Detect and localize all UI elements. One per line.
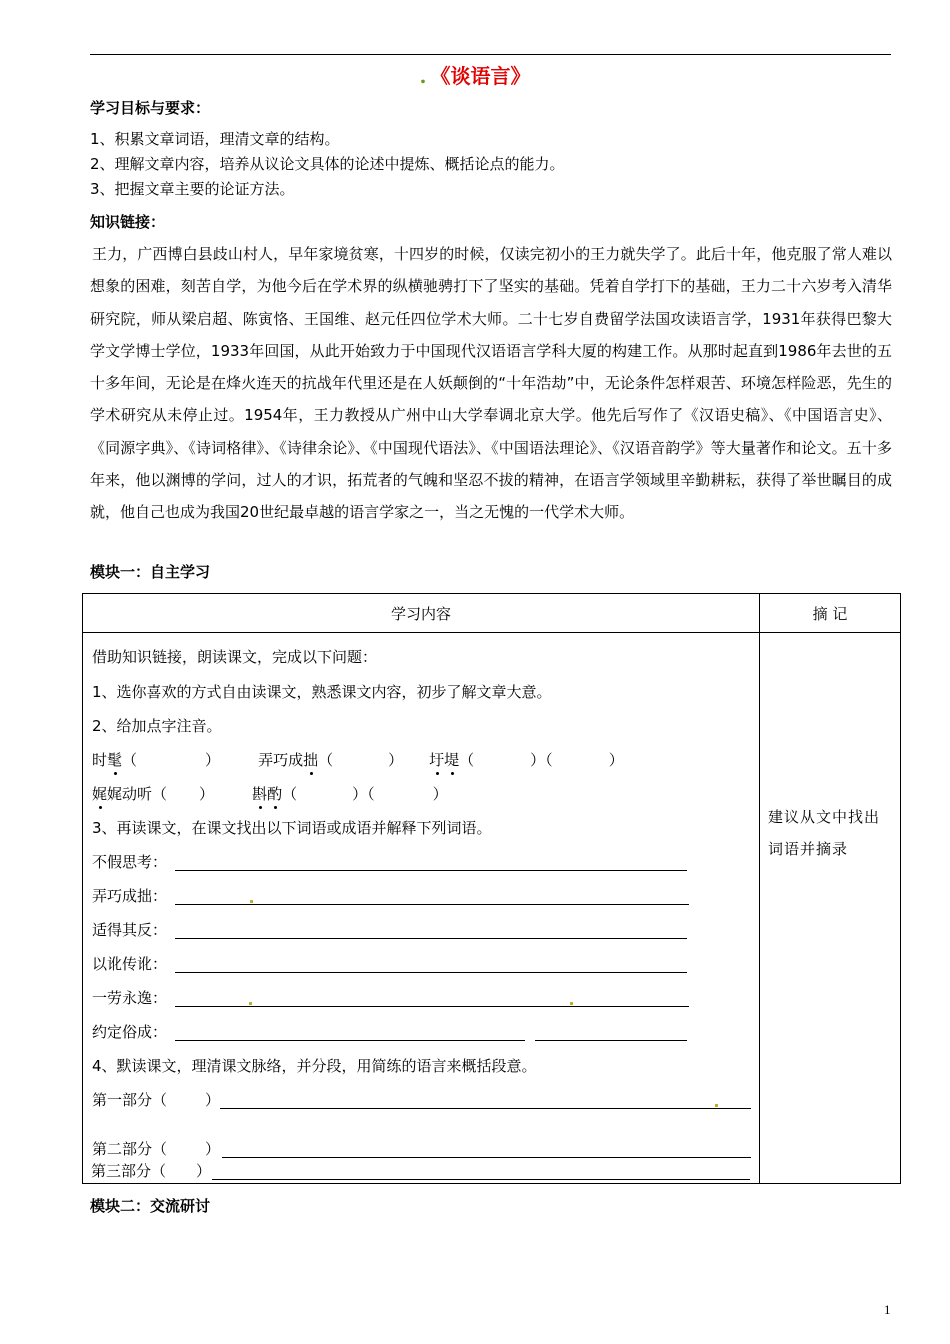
paren-close: ）（: [352, 785, 375, 803]
title-dot: .: [419, 64, 427, 88]
paren-close: ）: [196, 1162, 212, 1180]
paren-close: ）: [388, 751, 404, 769]
dotted-char: 斟: [252, 785, 268, 803]
content-cell: [83, 633, 760, 1184]
answer-line[interactable]: [222, 1157, 751, 1158]
pinyin-row-2: [92, 783, 448, 804]
word-text: 弄巧成: [258, 751, 304, 769]
paren-open: （: [318, 751, 334, 769]
paren-close: ）（: [530, 751, 553, 769]
dotted-char: 拙: [303, 751, 319, 769]
paren-close: ）: [205, 1091, 221, 1109]
dotted-char: 圩: [429, 751, 445, 769]
answer-line[interactable]: [175, 938, 687, 939]
term-label: 不假思考：: [92, 853, 168, 871]
part-text: 第三部分（: [91, 1162, 167, 1180]
knowledge-paragraph: 王力，广西博白县歧山村人，早年家境贫寒，十四岁的时候，仅读完初小的王力就失学了。此后十年，他克服了常人难以想象的困难，刻苦自学，为他今后在学术界的纵横驰骋打下了坚实的基础。凭着自学打下的基础，王力二十六岁考入清华研究院，师从梁启超、陈寅恪、王国维、赵元任四位学术大师。二十七岁自费留学法国攻读语言学，1931年获得巴黎大学文学博士学位，1933年回国，从此开始致力于中国现代汉语语言学科大厦的构建工作。从那时起直到1986年去世的五十多年间，无论是在烽火连天的抗战年代里还是在人妖颠倒的“十年浩劫”中，无论条件怎样艰苦、环境怎样险恶，先生的学术研究从未停止过。1954年，王力教授从广州中山大学奉调北京大学。他先后写作了《汉语史稿》、《中国语言史》、《同源字典》、《诗词格律》、《诗律余论》、《中国现代语法》、《中国语法理论》、《汉语音韵学》等大量著作和论文。五十多年来，他以渊博的学问，过人的才识，拓荒者的气魄和坚忍不拔的精神，在语言学领域里辛勤耕耘，获得了举世瞩目的成就，他自己也成为我国20世纪最卓越的语言学家之一，当之无愧的一代学术大师。: [90, 245, 892, 522]
part-label: [92, 1089, 220, 1110]
word-text: 娓动听（: [107, 785, 168, 803]
dotted-char: 酌: [267, 785, 283, 803]
paren-close: ）: [608, 751, 624, 769]
answer-line[interactable]: [175, 904, 689, 905]
part-label: [91, 1160, 211, 1181]
part-text: 第二部分（: [92, 1140, 168, 1158]
intro-text: 借助知识链接，朗读课文，完成以下问题：: [92, 648, 378, 666]
question-2: 2、给加点字注音。: [92, 717, 222, 735]
term-label: 一劳永逸：: [92, 989, 168, 1007]
part-text: 第一部分（: [92, 1091, 168, 1109]
speck: [250, 900, 253, 903]
term-label: 以讹传讹：: [92, 955, 168, 973]
term-label: 约定俗成：: [92, 1023, 168, 1041]
goal-item: 2、理解文章内容，培养从议论文具体的论述中提炼、概括论点的能力。: [90, 155, 565, 173]
goal-item: 1、积累文章词语，理清文章的结构。: [90, 130, 340, 148]
paren-open: （: [122, 751, 138, 769]
goal-item: 3、把握文章主要的论证方法。: [90, 180, 295, 198]
paren-close: ）: [205, 1140, 221, 1158]
notes-text: 建议从文中找出词语并摘录: [768, 808, 881, 858]
dotted-char: 堤: [444, 751, 460, 769]
speck: [570, 1002, 573, 1005]
pinyin-row-1: [92, 749, 624, 770]
page-number: 1: [884, 1302, 891, 1317]
answer-line[interactable]: [535, 1040, 687, 1041]
paren-close: ）: [432, 785, 448, 803]
col-header-notes: 摘 记: [760, 594, 901, 633]
term-label: 适得其反：: [92, 921, 168, 939]
paren-open: （: [459, 751, 475, 769]
page-title: [0, 60, 950, 89]
answer-line[interactable]: [175, 870, 687, 871]
answer-line[interactable]: [175, 1006, 689, 1007]
answer-line[interactable]: [175, 972, 687, 973]
dotted-char: 娓: [92, 785, 108, 803]
module2-heading: 模块二：交流研讨: [90, 1197, 211, 1215]
word-text: 时: [92, 751, 108, 769]
question-3: 3、再读课文，在课文找出以下词语或成语并解释下列词语。: [92, 819, 492, 837]
answer-line[interactable]: [220, 1108, 751, 1109]
question-1: 1、选你喜欢的方式自由读课文，熟悉课文内容，初步了解文章大意。: [92, 683, 552, 701]
answer-line[interactable]: [212, 1179, 750, 1180]
knowledge-heading: 知识链接：: [90, 213, 166, 231]
notes-cell: [760, 633, 901, 1184]
paren-open: （: [282, 785, 298, 803]
term-label: 弄巧成拙：: [92, 887, 168, 905]
goals-heading: 学习目标与要求：: [90, 99, 211, 117]
answer-line[interactable]: [175, 1040, 525, 1041]
top-rule: [90, 54, 891, 55]
title-text: 《谈语言》: [430, 64, 531, 88]
part-label: [92, 1138, 220, 1159]
paren-close: ）: [205, 751, 221, 769]
study-table: [82, 593, 901, 1184]
speck: [249, 1002, 252, 1005]
module1-heading: 模块一：自主学习: [90, 563, 211, 581]
speck: [715, 1104, 718, 1107]
paren-close: ）: [199, 785, 215, 803]
col-header-content: 学习内容: [83, 594, 760, 633]
dotted-char: 髦: [107, 751, 123, 769]
question-4: 4、默读课文，理清课文脉络，并分段，用简练的语言来概括段意。: [92, 1057, 537, 1075]
